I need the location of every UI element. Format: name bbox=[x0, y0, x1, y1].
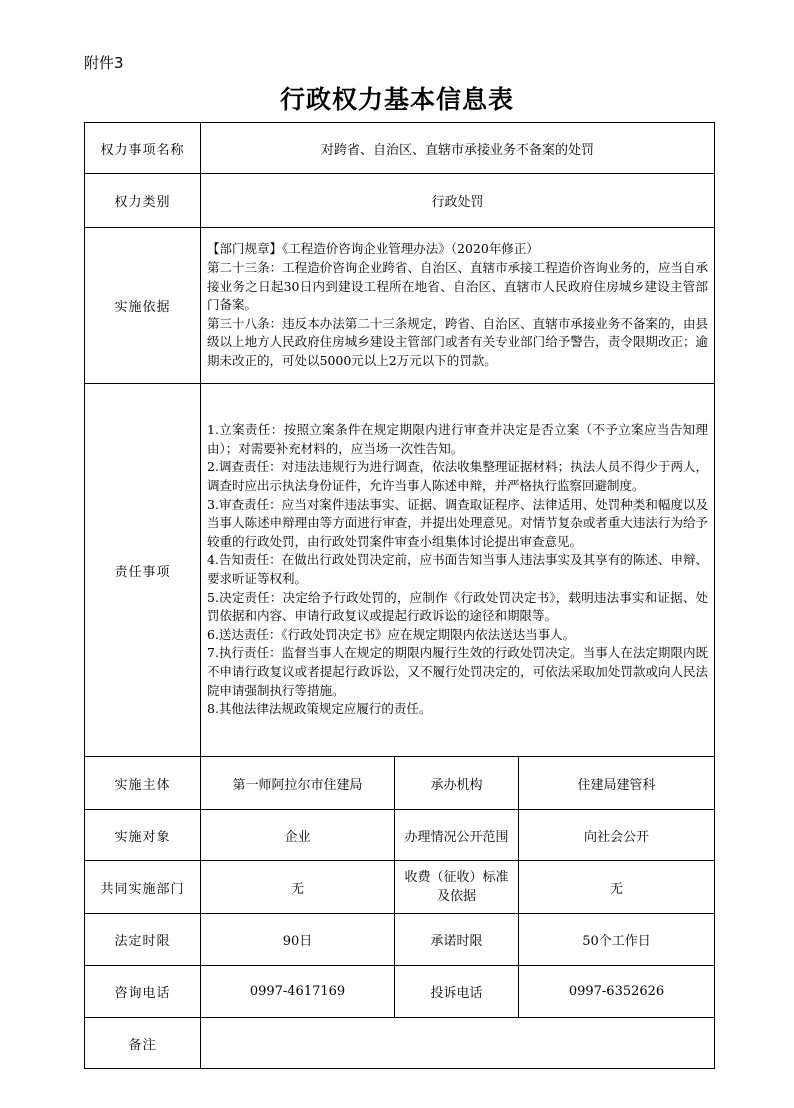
duty-item: 3.审查责任：应当对案件违法事实、证据、调查取证程序、法律适用、处罚种类和幅度以及当事人陈述申辩理由等方面进行审查，并提出处理意见。对情节复杂或者重大违法行为给予较重的行政处罚，由行政处罚案件审查小组集体讨论提出审查意见。 bbox=[207, 496, 709, 549]
row-phone bbox=[85, 966, 715, 1018]
target-value: 企业 bbox=[201, 810, 395, 861]
basis-line: 第二十三条：工程造价咨询企业跨省、自治区、直辖市承接工程造价咨询业务的，应当自承接业务之日起30日内到建设工程所在地省、自治区、直辖市人民政府住房城乡建设主管部门备案。 bbox=[207, 260, 709, 313]
fee-value: 无 bbox=[519, 861, 715, 914]
duty-item: 1.立案责任：按照立案条件在规定期限内进行审查并决定是否立案（不予立案应当告知理由）；对需要补充材料的，应当场一次性告知。 bbox=[207, 422, 709, 456]
joint-label: 共同实施部门 bbox=[85, 861, 201, 914]
remark-label: 备注 bbox=[85, 1018, 201, 1069]
limit-value: 90日 bbox=[201, 914, 395, 966]
promise-value: 50个工作日 bbox=[519, 914, 715, 966]
agency-label: 承办机构 bbox=[395, 757, 519, 810]
limit-label: 法定时限 bbox=[85, 914, 201, 966]
row-limit bbox=[85, 914, 715, 966]
complaint-value: 0997-6352626 bbox=[519, 966, 715, 1018]
duty-item: 8.其他法律法规政策规定应履行的责任。 bbox=[207, 701, 432, 717]
type-label: 权力类别 bbox=[85, 174, 201, 228]
name-value: 对跨省、自治区、直辖市承接业务不备案的处罚 bbox=[201, 123, 715, 174]
name-label: 权力事项名称 bbox=[85, 123, 201, 174]
row-duties bbox=[85, 384, 715, 757]
disclosure-value: 向社会公开 bbox=[519, 810, 715, 861]
duty-item: 4.告知责任：在做出行政处罚决定前，应书面告知当事人违法事实及其享有的陈述、申辩、要求听证等权利。 bbox=[207, 552, 709, 586]
basis-content bbox=[201, 228, 715, 384]
basis-line: 第三十八条：违反本办法第二十三条规定，跨省、自治区、直辖市承接业务不备案的，由县级以上地方人民政府住房城乡建设主管部门或者有关专业部门给予警告，责令限期改正；逾期未改正的，可处以5000元以上2万元以下的罚款。 bbox=[207, 315, 709, 368]
duty-item: 2.调查责任：对违法违规行为进行调查，依法收集整理证据材料；执法人员不得少于两人，调查时应出示执法身份证件，允许当事人陈述申辩，并严格执行监察回避制度。 bbox=[207, 459, 709, 494]
basis-line: 【部门规章】《工程造价咨询企业管理办法》（2020年修正） bbox=[207, 241, 539, 257]
target-label: 实施对象 bbox=[85, 810, 201, 861]
phone-value: 0997-4617169 bbox=[201, 966, 395, 1018]
fee-label: 收费（征收）标准及依据 bbox=[395, 861, 519, 914]
duty-item: 5.决定责任：决定给予行政处罚的，应制作《行政处罚决定书》，载明违法事实和证据、处罚依据和内容、申请行政复议或提起行政诉讼的途径和期限等。 bbox=[207, 589, 709, 624]
row-subject bbox=[85, 757, 715, 810]
disclosure-label: 办理情况公开范围 bbox=[395, 810, 519, 861]
complaint-label: 投诉电话 bbox=[395, 966, 519, 1018]
row-remark bbox=[85, 1018, 715, 1069]
agency-value: 住建局建管科 bbox=[519, 757, 715, 810]
attachment-label: 附件3 bbox=[84, 54, 124, 72]
duty-item: 7.执行责任：监督当事人在规定的期限内履行生效的行政处罚决定。当事人在法定期限内既不申请行政复议或者提起行政诉讼，又不履行处罚决定的，可依法采取加处罚款或向人民法院申请强制执行等措施。 bbox=[207, 645, 709, 698]
promise-label: 承诺时限 bbox=[395, 914, 519, 966]
duties-content bbox=[201, 384, 715, 757]
row-target bbox=[85, 810, 715, 861]
duty-item: 6.送达责任：《行政处罚决定书》应在规定期限内依法送达当事人。 bbox=[207, 626, 576, 642]
row-name bbox=[85, 123, 715, 174]
phone-label: 咨询电话 bbox=[85, 966, 201, 1018]
row-type bbox=[85, 174, 715, 228]
basis-label: 实施依据 bbox=[85, 228, 201, 384]
info-table bbox=[84, 122, 715, 1069]
duties-label: 责任事项 bbox=[85, 384, 201, 757]
type-value: 行政处罚 bbox=[201, 174, 715, 228]
remark-value bbox=[201, 1018, 715, 1069]
row-joint bbox=[85, 861, 715, 914]
row-basis bbox=[85, 228, 715, 384]
subject-label: 实施主体 bbox=[85, 757, 201, 810]
joint-value: 无 bbox=[201, 861, 395, 914]
subject-value: 第一师阿拉尔市住建局 bbox=[201, 757, 395, 810]
page-title: 行政权力基本信息表 bbox=[279, 85, 514, 114]
